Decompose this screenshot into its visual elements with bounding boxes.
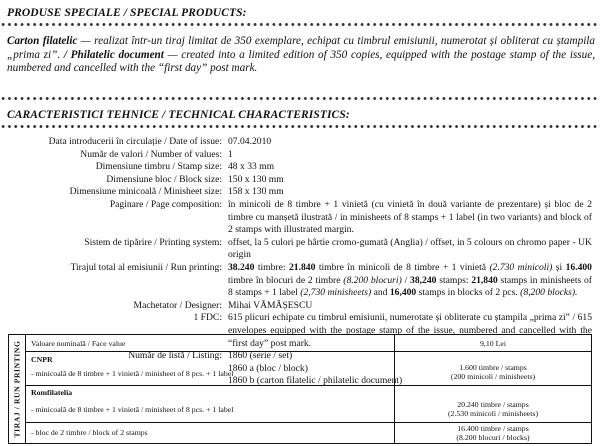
spec-label: Dimensiune minicoală / Minisheet size: [69,186,222,198]
spec-value: offset, la 5 culori pe hârtie cromo-gumată (Anglia) / offset, in 5 colours on chromo paper - UK origin [228,236,592,261]
run-minisheets-count-en: (2,730 minisheets) [300,287,372,299]
spec-value: Mihai VĂMĂȘESCU [228,299,313,311]
text-ro: — realizat într-un tiraj limitat de 350 exemplare, echipat cu timbrul emisiunii, numerotat și obliterat cu ștampila „prima zi”. [7,35,595,61]
spec-row-run-printing [0,262,600,300]
spec-row-printing [0,237,600,262]
spec-value: 1860 b (carton filatelic / philatelic document) [228,375,403,387]
table-side-label [9,335,26,443]
spec-row-stamp-size [0,161,600,174]
run-text: stamps in blocks of 2 pcs. [416,287,521,299]
spec-value: 150 x 130 mm [228,173,284,185]
special-products-heading: PRODUSE SPECIALE / SPECIAL PRODUCTS: [7,7,247,19]
row-divider [26,385,591,386]
spec-label: Număr de valori / Number of values: [80,148,222,160]
run-text: timbre în blocuri de 2 timbre [228,274,344,286]
spec-row-pagination [0,199,600,237]
spec-label: 1 FDC: [193,312,222,324]
spec-label: Paginare / Page composition: [109,198,222,210]
spec-label: Machetator / Designer: [133,299,222,311]
romfilatelia-heading: Romfilatelia [31,388,73,397]
run-minisheets-ro: 21.840 [288,261,316,273]
technical-characteristics-heading: CARACTERISTICI TEHNICE / TECHNICAL CHARACTERISTICS: [7,109,350,121]
romfilatelia-value-2: (2.530 minicoli / minisheets) [447,409,539,418]
spec-value: 1860 (serie / set) [228,350,293,362]
spec-value: 158 x 130 mm [228,186,284,198]
cnpr-value-1: 1.600 timbre / stamps [459,363,527,372]
block-item: - bloc de 2 timbre / block of 2 stamps [31,428,148,437]
term-en: / Philatelic document [60,48,164,61]
row-divider [26,351,591,352]
run-blocks-count-ro: (8.200 blocuri) [343,274,402,286]
cnpr-heading: CNPR [31,355,53,364]
run-minisheets-en: 21,840 [471,274,498,286]
run-text: și [552,261,566,273]
spec-value: 1860 a (bloc / block) [228,362,308,374]
run-text: timbre în minicoli de 8 timbre + 1 vinietă [315,261,490,273]
row-divider [26,422,591,423]
dotted-divider-top [0,22,600,27]
spec-row-values [0,149,600,162]
spec-row-block-size [0,174,600,187]
run-text: stamps: [436,274,472,286]
run-text: timbre: [254,261,289,273]
cnpr-item: - minicoală de 8 timbre + 1 vinietă / minisheet of 8 pcs. + 1 label [31,369,234,378]
face-value-label: Valoare nominală / Face value [31,339,126,348]
spec-value [228,262,600,300]
text-en: — created into a limited edition of 350 copies, equipped with the postage stamp of the issue, numbered and cancelled with the “first day” post mark. [7,48,595,74]
spec-label: Data introducerii în circulație / Date of issue: [48,136,222,147]
dotted-divider-middle [0,96,600,101]
run-total-en: 38,240 [410,274,437,286]
spec-value: în minicoli de 8 timbre + 1 vinietă (cu vinietă în două variante de prezentare) și bloc de 2 timbre cu manșetă ilustrată / in minisheets of 8 stamps + 1 label (in two variants) and block of 2 stamps with illustrated margin. [228,198,592,236]
block-value-1: 16.400 timbre / stamps [457,424,529,433]
spec-label: Tirajul total al emisiunii / Run printing: [70,261,222,273]
run-minisheets-count-ro: (2.730 minicoli) [489,261,553,273]
cnpr-value-2: (200 minicoli / minisheets) [450,372,536,381]
face-value: 9,10 Lei [480,339,506,348]
run-total-ro: 38.240 [228,261,255,273]
spec-value: 1 [228,148,233,160]
spec-row-minisheet-size [0,186,600,199]
special-products-text [7,35,595,76]
spec-label: Număr de listă / Listing: [128,350,222,362]
run-blocks-ro: 16.400 [565,261,592,273]
run-printing-table [8,334,592,444]
run-text: stamps in minisheets of 8 stamps + 1 label [228,274,592,299]
run-blocks-count-en: (8,200 blocks). [520,287,578,299]
spec-value: 48 x 33 mm [228,161,275,173]
term-ro: Carton filatelic [7,35,78,47]
spec-value: 615 plicuri echipate cu timbrul emisiunii, numerotate și obliterate cu ștampila „prima zi” / 615 envelopes equipped with the postage stamp of the issue, numbered and cancelled with the “first day” post mark. [228,312,592,349]
run-blocks-en: 16,400 [389,287,417,299]
spec-row-date [0,136,600,149]
romfilatelia-value-1: 20.240 timbre / stamps [457,400,529,409]
run-text: / [401,274,411,286]
run-text: and [371,287,390,299]
spec-row-designer [0,300,600,313]
spec-label: Dimensiune bloc / Block size: [106,173,222,185]
spec-label: Dimensiune timbru / Stamp size: [95,161,222,173]
romfilatelia-item: - minicoală de 8 timbre + 1 vinietă / minisheet of 8 pcs. + 1 label [31,405,234,414]
block-value-2: (8.200 blocuri / blocks) [456,433,530,442]
dotted-divider-bottom [0,124,600,129]
side-label-text: TIRAJ / RUN PRINTING [12,340,22,438]
spec-label: Sistem de tipărire / Printing system: [84,236,222,248]
spec-value: 07.04.2010 [228,136,272,147]
